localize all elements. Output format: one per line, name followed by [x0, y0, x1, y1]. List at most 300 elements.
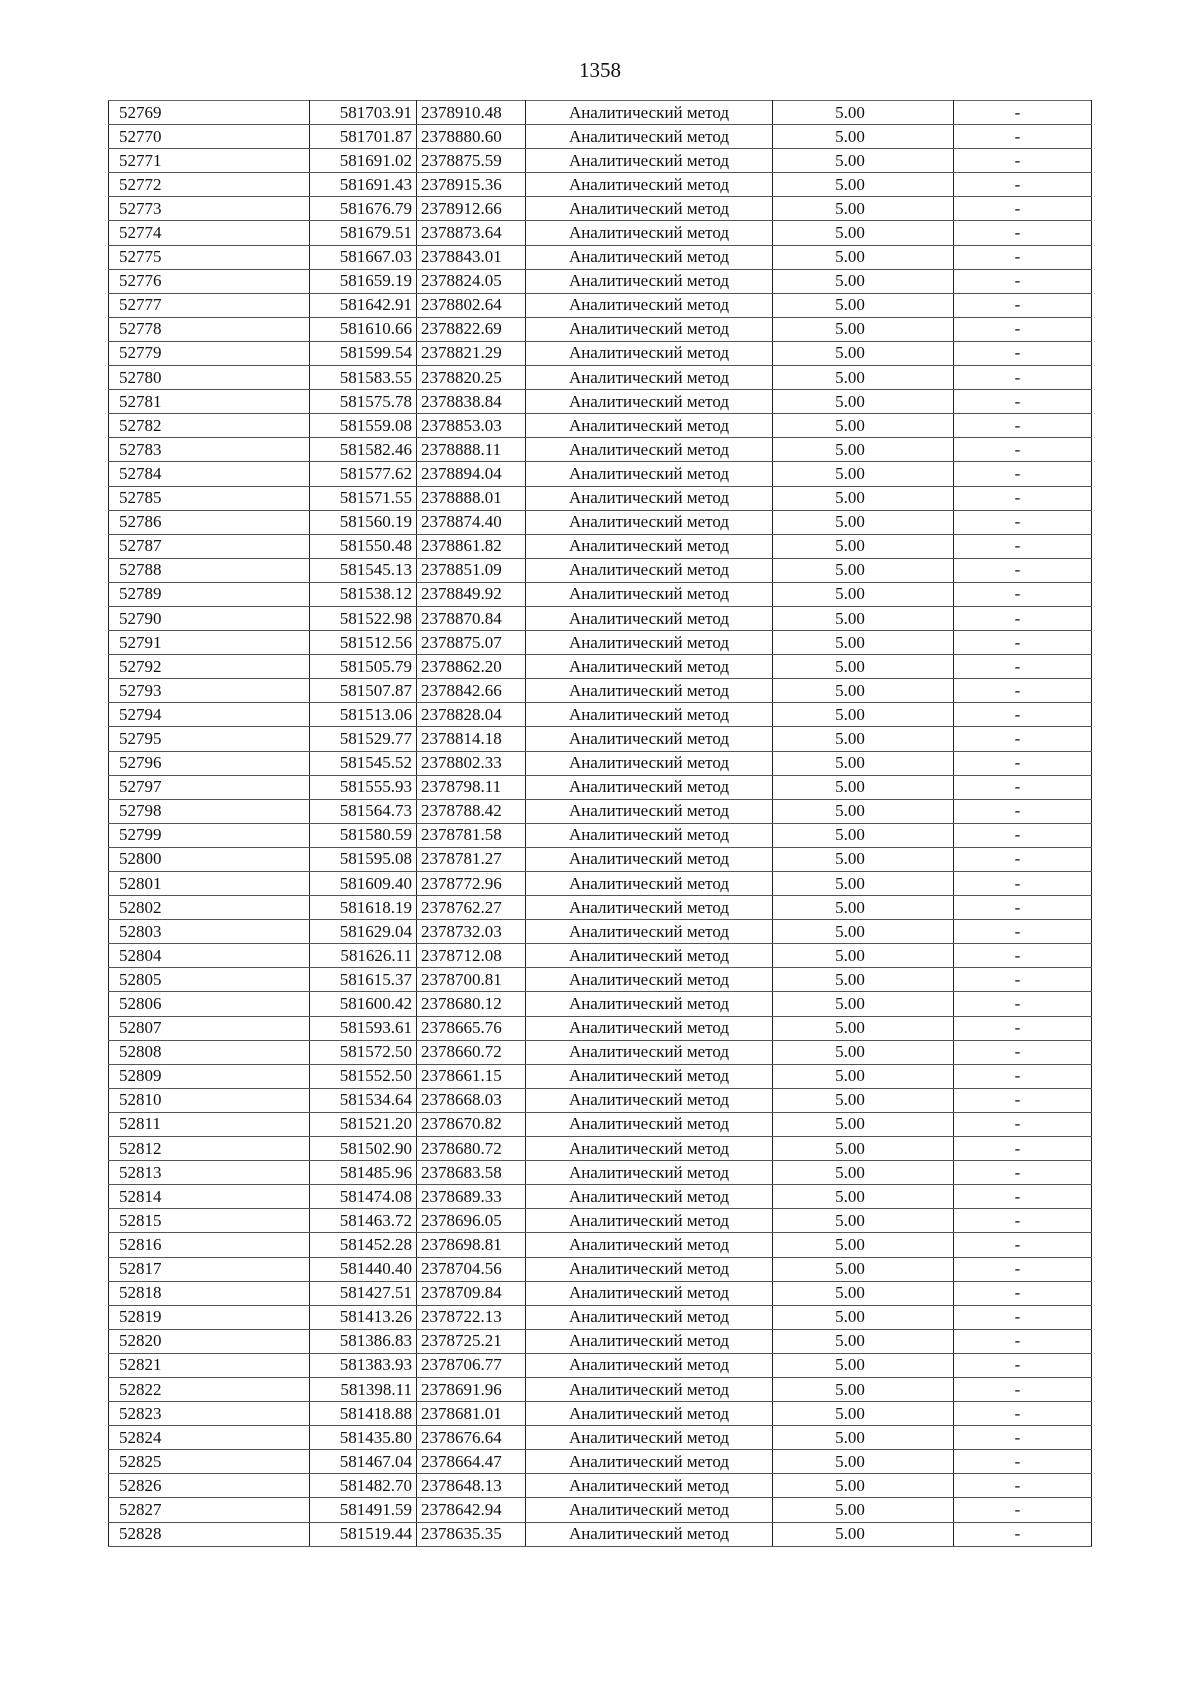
table-row	[109, 1281, 1092, 1305]
table-row	[109, 510, 1092, 534]
point-id-cell: 52784	[109, 462, 310, 486]
y-coordinate-cell: 2378648.13	[417, 1474, 526, 1498]
point-id-cell: 52812	[109, 1137, 310, 1161]
x-coordinate-cell: 581512.56	[310, 631, 417, 655]
point-id-cell: 52827	[109, 1498, 310, 1522]
y-coordinate-cell: 2378683.58	[417, 1161, 526, 1185]
table-row	[109, 606, 1092, 630]
point-id-cell: 52787	[109, 534, 310, 558]
table-row	[109, 366, 1092, 390]
y-coordinate-cell: 2378762.27	[417, 896, 526, 920]
x-coordinate-cell: 581703.91	[310, 101, 417, 125]
point-id-cell: 52824	[109, 1426, 310, 1450]
y-coordinate-cell: 2378660.72	[417, 1040, 526, 1064]
y-coordinate-cell: 2378661.15	[417, 1064, 526, 1088]
x-coordinate-cell: 581491.59	[310, 1498, 417, 1522]
method-cell: Аналитический метод	[526, 390, 773, 414]
point-id-cell: 52821	[109, 1353, 310, 1377]
note-cell: -	[954, 1137, 1092, 1161]
table-row	[109, 438, 1092, 462]
y-coordinate-cell: 2378668.03	[417, 1088, 526, 1112]
error-cell: 5.00	[773, 968, 954, 992]
note-cell: -	[954, 775, 1092, 799]
error-cell: 5.00	[773, 944, 954, 968]
method-cell: Аналитический метод	[526, 438, 773, 462]
error-cell: 5.00	[773, 1305, 954, 1329]
y-coordinate-cell: 2378642.94	[417, 1498, 526, 1522]
table-row	[109, 558, 1092, 582]
point-id-cell: 52777	[109, 293, 310, 317]
error-cell: 5.00	[773, 173, 954, 197]
x-coordinate-cell: 581560.19	[310, 510, 417, 534]
y-coordinate-cell: 2378781.27	[417, 847, 526, 871]
y-coordinate-cell: 2378873.64	[417, 221, 526, 245]
table-row	[109, 968, 1092, 992]
y-coordinate-cell: 2378665.76	[417, 1016, 526, 1040]
point-id-cell: 52793	[109, 679, 310, 703]
error-cell: 5.00	[773, 462, 954, 486]
method-cell: Аналитический метод	[526, 823, 773, 847]
note-cell: -	[954, 534, 1092, 558]
error-cell: 5.00	[773, 751, 954, 775]
y-coordinate-cell: 2378698.81	[417, 1233, 526, 1257]
x-coordinate-cell: 581467.04	[310, 1450, 417, 1474]
x-coordinate-cell: 581452.28	[310, 1233, 417, 1257]
method-cell: Аналитический метод	[526, 1498, 773, 1522]
x-coordinate-cell: 581610.66	[310, 317, 417, 341]
note-cell: -	[954, 920, 1092, 944]
error-cell: 5.00	[773, 631, 954, 655]
y-coordinate-cell: 2378802.64	[417, 293, 526, 317]
method-cell: Аналитический метод	[526, 1426, 773, 1450]
method-cell: Аналитический метод	[526, 631, 773, 655]
table-row	[109, 655, 1092, 679]
method-cell: Аналитический метод	[526, 558, 773, 582]
note-cell: -	[954, 221, 1092, 245]
x-coordinate-cell: 581642.91	[310, 293, 417, 317]
table-row	[109, 775, 1092, 799]
point-id-cell: 52818	[109, 1281, 310, 1305]
method-cell: Аналитический метод	[526, 125, 773, 149]
method-cell: Аналитический метод	[526, 727, 773, 751]
error-cell: 5.00	[773, 1257, 954, 1281]
point-id-cell: 52783	[109, 438, 310, 462]
note-cell: -	[954, 896, 1092, 920]
note-cell: -	[954, 366, 1092, 390]
note-cell: -	[954, 823, 1092, 847]
table-row	[109, 799, 1092, 823]
table-row	[109, 703, 1092, 727]
x-coordinate-cell: 581521.20	[310, 1112, 417, 1136]
point-id-cell: 52801	[109, 872, 310, 896]
note-cell: -	[954, 1353, 1092, 1377]
y-coordinate-cell: 2378732.03	[417, 920, 526, 944]
point-id-cell: 52785	[109, 486, 310, 510]
note-cell: -	[954, 1040, 1092, 1064]
error-cell: 5.00	[773, 1450, 954, 1474]
y-coordinate-cell: 2378843.01	[417, 245, 526, 269]
method-cell: Аналитический метод	[526, 1329, 773, 1353]
table-row	[109, 1064, 1092, 1088]
y-coordinate-cell: 2378706.77	[417, 1353, 526, 1377]
y-coordinate-cell: 2378680.72	[417, 1137, 526, 1161]
error-cell: 5.00	[773, 366, 954, 390]
error-cell: 5.00	[773, 1064, 954, 1088]
table-row	[109, 631, 1092, 655]
y-coordinate-cell: 2378853.03	[417, 414, 526, 438]
error-cell: 5.00	[773, 655, 954, 679]
method-cell: Аналитический метод	[526, 1522, 773, 1546]
method-cell: Аналитический метод	[526, 799, 773, 823]
x-coordinate-cell: 581609.40	[310, 872, 417, 896]
x-coordinate-cell: 581507.87	[310, 679, 417, 703]
error-cell: 5.00	[773, 799, 954, 823]
table-row	[109, 1185, 1092, 1209]
point-id-cell: 52799	[109, 823, 310, 847]
point-id-cell: 52770	[109, 125, 310, 149]
method-cell: Аналитический метод	[526, 1281, 773, 1305]
note-cell: -	[954, 1450, 1092, 1474]
table-row	[109, 125, 1092, 149]
x-coordinate-cell: 581583.55	[310, 366, 417, 390]
table-row	[109, 1522, 1092, 1546]
note-cell: -	[954, 1498, 1092, 1522]
method-cell: Аналитический метод	[526, 968, 773, 992]
x-coordinate-cell: 581545.52	[310, 751, 417, 775]
y-coordinate-cell: 2378875.59	[417, 149, 526, 173]
note-cell: -	[954, 1305, 1092, 1329]
table-row	[109, 1426, 1092, 1450]
y-coordinate-cell: 2378828.04	[417, 703, 526, 727]
error-cell: 5.00	[773, 1426, 954, 1450]
error-cell: 5.00	[773, 847, 954, 871]
point-id-cell: 52774	[109, 221, 310, 245]
x-coordinate-cell: 581522.98	[310, 606, 417, 630]
note-cell: -	[954, 1474, 1092, 1498]
x-coordinate-cell: 581418.88	[310, 1402, 417, 1426]
y-coordinate-cell: 2378880.60	[417, 125, 526, 149]
table-row	[109, 1402, 1092, 1426]
x-coordinate-cell: 581577.62	[310, 462, 417, 486]
error-cell: 5.00	[773, 1522, 954, 1546]
y-coordinate-cell: 2378821.29	[417, 341, 526, 365]
method-cell: Аналитический метод	[526, 366, 773, 390]
note-cell: -	[954, 655, 1092, 679]
method-cell: Аналитический метод	[526, 1402, 773, 1426]
note-cell: -	[954, 125, 1092, 149]
note-cell: -	[954, 679, 1092, 703]
x-coordinate-cell: 581502.90	[310, 1137, 417, 1161]
error-cell: 5.00	[773, 1040, 954, 1064]
point-id-cell: 52822	[109, 1377, 310, 1401]
table-row	[109, 1498, 1092, 1522]
table-row	[109, 221, 1092, 245]
error-cell: 5.00	[773, 221, 954, 245]
method-cell: Аналитический метод	[526, 462, 773, 486]
table-row	[109, 1450, 1092, 1474]
point-id-cell: 52792	[109, 655, 310, 679]
x-coordinate-cell: 581545.13	[310, 558, 417, 582]
error-cell: 5.00	[773, 1233, 954, 1257]
y-coordinate-cell: 2378722.13	[417, 1305, 526, 1329]
x-coordinate-cell: 581505.79	[310, 655, 417, 679]
method-cell: Аналитический метод	[526, 1377, 773, 1401]
table-row	[109, 1088, 1092, 1112]
point-id-cell: 52807	[109, 1016, 310, 1040]
y-coordinate-cell: 2378772.96	[417, 872, 526, 896]
x-coordinate-cell: 581595.08	[310, 847, 417, 871]
note-cell: -	[954, 1185, 1092, 1209]
error-cell: 5.00	[773, 823, 954, 847]
point-id-cell: 52781	[109, 390, 310, 414]
x-coordinate-cell: 581629.04	[310, 920, 417, 944]
error-cell: 5.00	[773, 438, 954, 462]
note-cell: -	[954, 1064, 1092, 1088]
method-cell: Аналитический метод	[526, 655, 773, 679]
x-coordinate-cell: 581575.78	[310, 390, 417, 414]
y-coordinate-cell: 2378842.66	[417, 679, 526, 703]
x-coordinate-cell: 581482.70	[310, 1474, 417, 1498]
table-row	[109, 101, 1092, 125]
x-coordinate-cell: 581667.03	[310, 245, 417, 269]
method-cell: Аналитический метод	[526, 1233, 773, 1257]
note-cell: -	[954, 510, 1092, 534]
table-row	[109, 269, 1092, 293]
x-coordinate-cell: 581513.06	[310, 703, 417, 727]
note-cell: -	[954, 606, 1092, 630]
table-row	[109, 149, 1092, 173]
y-coordinate-cell: 2378861.82	[417, 534, 526, 558]
point-id-cell: 52771	[109, 149, 310, 173]
point-id-cell: 52796	[109, 751, 310, 775]
y-coordinate-cell: 2378912.66	[417, 197, 526, 221]
note-cell: -	[954, 968, 1092, 992]
method-cell: Аналитический метод	[526, 1016, 773, 1040]
note-cell: -	[954, 414, 1092, 438]
point-id-cell: 52825	[109, 1450, 310, 1474]
method-cell: Аналитический метод	[526, 293, 773, 317]
method-cell: Аналитический метод	[526, 1257, 773, 1281]
y-coordinate-cell: 2378915.36	[417, 173, 526, 197]
y-coordinate-cell: 2378820.25	[417, 366, 526, 390]
note-cell: -	[954, 341, 1092, 365]
point-id-cell: 52794	[109, 703, 310, 727]
point-id-cell: 52769	[109, 101, 310, 125]
error-cell: 5.00	[773, 1402, 954, 1426]
y-coordinate-cell: 2378676.64	[417, 1426, 526, 1450]
table-row	[109, 920, 1092, 944]
error-cell: 5.00	[773, 245, 954, 269]
table-row	[109, 197, 1092, 221]
y-coordinate-cell: 2378798.11	[417, 775, 526, 799]
table-row	[109, 1353, 1092, 1377]
x-coordinate-cell: 581413.26	[310, 1305, 417, 1329]
method-cell: Аналитический метод	[526, 1040, 773, 1064]
coordinates-table	[108, 100, 1092, 1547]
point-id-cell: 52802	[109, 896, 310, 920]
table-row	[109, 1040, 1092, 1064]
table-row	[109, 823, 1092, 847]
error-cell: 5.00	[773, 1281, 954, 1305]
table-row	[109, 1016, 1092, 1040]
x-coordinate-cell: 581519.44	[310, 1522, 417, 1546]
method-cell: Аналитический метод	[526, 1209, 773, 1233]
x-coordinate-cell: 581626.11	[310, 944, 417, 968]
x-coordinate-cell: 581679.51	[310, 221, 417, 245]
method-cell: Аналитический метод	[526, 896, 773, 920]
method-cell: Аналитический метод	[526, 245, 773, 269]
x-coordinate-cell: 581571.55	[310, 486, 417, 510]
method-cell: Аналитический метод	[526, 703, 773, 727]
y-coordinate-cell: 2378712.08	[417, 944, 526, 968]
method-cell: Аналитический метод	[526, 679, 773, 703]
y-coordinate-cell: 2378888.01	[417, 486, 526, 510]
note-cell: -	[954, 1257, 1092, 1281]
table-row	[109, 293, 1092, 317]
x-coordinate-cell: 581538.12	[310, 582, 417, 606]
error-cell: 5.00	[773, 414, 954, 438]
note-cell: -	[954, 173, 1092, 197]
method-cell: Аналитический метод	[526, 101, 773, 125]
method-cell: Аналитический метод	[526, 751, 773, 775]
y-coordinate-cell: 2378696.05	[417, 1209, 526, 1233]
method-cell: Аналитический метод	[526, 173, 773, 197]
note-cell: -	[954, 1209, 1092, 1233]
x-coordinate-cell: 581676.79	[310, 197, 417, 221]
y-coordinate-cell: 2378700.81	[417, 968, 526, 992]
error-cell: 5.00	[773, 1474, 954, 1498]
method-cell: Аналитический метод	[526, 197, 773, 221]
x-coordinate-cell: 581559.08	[310, 414, 417, 438]
method-cell: Аналитический метод	[526, 1161, 773, 1185]
x-coordinate-cell: 581440.40	[310, 1257, 417, 1281]
method-cell: Аналитический метод	[526, 149, 773, 173]
method-cell: Аналитический метод	[526, 486, 773, 510]
x-coordinate-cell: 581659.19	[310, 269, 417, 293]
point-id-cell: 52798	[109, 799, 310, 823]
x-coordinate-cell: 581572.50	[310, 1040, 417, 1064]
point-id-cell: 52817	[109, 1257, 310, 1281]
note-cell: -	[954, 751, 1092, 775]
note-cell: -	[954, 1402, 1092, 1426]
note-cell: -	[954, 558, 1092, 582]
point-id-cell: 52778	[109, 317, 310, 341]
x-coordinate-cell: 581691.43	[310, 173, 417, 197]
method-cell: Аналитический метод	[526, 847, 773, 871]
error-cell: 5.00	[773, 775, 954, 799]
x-coordinate-cell: 581701.87	[310, 125, 417, 149]
method-cell: Аналитический метод	[526, 992, 773, 1016]
note-cell: -	[954, 1329, 1092, 1353]
note-cell: -	[954, 1426, 1092, 1450]
note-cell: -	[954, 703, 1092, 727]
error-cell: 5.00	[773, 269, 954, 293]
note-cell: -	[954, 582, 1092, 606]
table-row	[109, 1329, 1092, 1353]
page-number: 1358	[579, 58, 621, 82]
point-id-cell: 52795	[109, 727, 310, 751]
point-id-cell: 52816	[109, 1233, 310, 1257]
x-coordinate-cell: 581691.02	[310, 149, 417, 173]
error-cell: 5.00	[773, 101, 954, 125]
y-coordinate-cell: 2378709.84	[417, 1281, 526, 1305]
y-coordinate-cell: 2378862.20	[417, 655, 526, 679]
table-row	[109, 173, 1092, 197]
x-coordinate-cell: 581398.11	[310, 1377, 417, 1401]
table-row	[109, 582, 1092, 606]
table-row	[109, 1137, 1092, 1161]
note-cell: -	[954, 486, 1092, 510]
y-coordinate-cell: 2378851.09	[417, 558, 526, 582]
table-row	[109, 847, 1092, 871]
error-cell: 5.00	[773, 582, 954, 606]
y-coordinate-cell: 2378838.84	[417, 390, 526, 414]
method-cell: Аналитический метод	[526, 317, 773, 341]
error-cell: 5.00	[773, 125, 954, 149]
error-cell: 5.00	[773, 1185, 954, 1209]
error-cell: 5.00	[773, 149, 954, 173]
table-row	[109, 1161, 1092, 1185]
table-row	[109, 896, 1092, 920]
point-id-cell: 52811	[109, 1112, 310, 1136]
table-row	[109, 1305, 1092, 1329]
error-cell: 5.00	[773, 1353, 954, 1377]
method-cell: Аналитический метод	[526, 414, 773, 438]
x-coordinate-cell: 581618.19	[310, 896, 417, 920]
point-id-cell: 52800	[109, 847, 310, 871]
y-coordinate-cell: 2378870.84	[417, 606, 526, 630]
x-coordinate-cell: 581427.51	[310, 1281, 417, 1305]
method-cell: Аналитический метод	[526, 221, 773, 245]
point-id-cell: 52775	[109, 245, 310, 269]
x-coordinate-cell: 581615.37	[310, 968, 417, 992]
table-row	[109, 486, 1092, 510]
error-cell: 5.00	[773, 486, 954, 510]
x-coordinate-cell: 581599.54	[310, 341, 417, 365]
point-id-cell: 52772	[109, 173, 310, 197]
method-cell: Аналитический метод	[526, 1353, 773, 1377]
note-cell: -	[954, 438, 1092, 462]
error-cell: 5.00	[773, 679, 954, 703]
error-cell: 5.00	[773, 1209, 954, 1233]
method-cell: Аналитический метод	[526, 1137, 773, 1161]
x-coordinate-cell: 581564.73	[310, 799, 417, 823]
point-id-cell: 52804	[109, 944, 310, 968]
y-coordinate-cell: 2378704.56	[417, 1257, 526, 1281]
note-cell: -	[954, 1233, 1092, 1257]
y-coordinate-cell: 2378689.33	[417, 1185, 526, 1209]
table-row	[109, 679, 1092, 703]
method-cell: Аналитический метод	[526, 1088, 773, 1112]
y-coordinate-cell: 2378824.05	[417, 269, 526, 293]
x-coordinate-cell: 581593.61	[310, 1016, 417, 1040]
x-coordinate-cell: 581463.72	[310, 1209, 417, 1233]
y-coordinate-cell: 2378781.58	[417, 823, 526, 847]
point-id-cell: 52776	[109, 269, 310, 293]
note-cell: -	[954, 799, 1092, 823]
table-row	[109, 1377, 1092, 1401]
note-cell: -	[954, 462, 1092, 486]
note-cell: -	[954, 269, 1092, 293]
y-coordinate-cell: 2378888.11	[417, 438, 526, 462]
note-cell: -	[954, 245, 1092, 269]
table-row	[109, 390, 1092, 414]
y-coordinate-cell: 2378635.35	[417, 1522, 526, 1546]
method-cell: Аналитический метод	[526, 1112, 773, 1136]
y-coordinate-cell: 2378691.96	[417, 1377, 526, 1401]
note-cell: -	[954, 390, 1092, 414]
point-id-cell: 52805	[109, 968, 310, 992]
